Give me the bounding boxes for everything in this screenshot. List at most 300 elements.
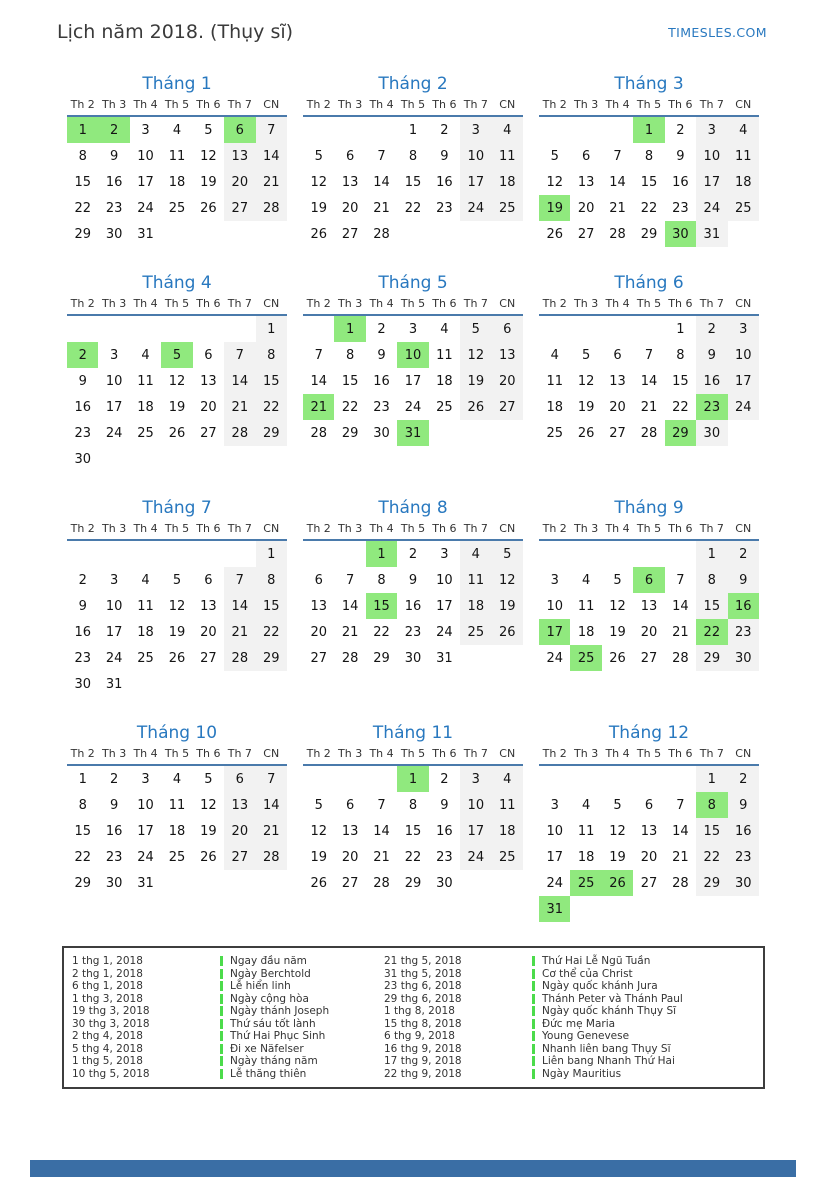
weekday-label: Th 4 (602, 745, 633, 765)
month-6 (539, 273, 759, 472)
week-row (303, 315, 523, 342)
day-cell: 17 (460, 818, 491, 844)
day-cell: 7 (256, 765, 287, 792)
day-cell: 11 (577, 823, 595, 839)
month-grid (539, 96, 759, 247)
weekday-label: CN (728, 96, 759, 116)
week-row (67, 540, 287, 567)
day-cell: 28 (609, 226, 626, 242)
legend-holiday-name: Thánh Peter và Thánh Paul (542, 992, 683, 1005)
day-cell: 29 (404, 875, 422, 891)
week-row (539, 420, 759, 446)
weekday-label: Th 6 (429, 520, 460, 540)
day-cell: 2 (408, 546, 418, 562)
day-cell: 11 (137, 373, 154, 389)
day-cell: 29 (341, 425, 359, 441)
week-row (67, 792, 287, 818)
month-title: Tháng 10 (136, 723, 218, 743)
day-cell: 20 (577, 200, 595, 216)
day-cell: 20 (341, 200, 359, 216)
week-row (67, 870, 287, 896)
weekday-label: Th 7 (224, 520, 255, 540)
legend-date: 31 thg 5, 2018 (384, 967, 462, 980)
month-12 (539, 723, 759, 922)
weekday-row (539, 96, 759, 116)
day-cell: 30 (105, 226, 123, 242)
day-cell: 31 (137, 226, 154, 242)
day-cell: 30 (728, 645, 759, 671)
week-row (67, 368, 287, 394)
weekday-label: Th 5 (161, 745, 192, 765)
holiday-day-cell: 1 (67, 116, 98, 143)
day-cell: 17 (460, 169, 491, 195)
day-cell: 20 (224, 818, 255, 844)
holiday-marker-bar (532, 1056, 535, 1066)
weekday-row (539, 745, 759, 765)
day-cell: 7 (345, 572, 355, 588)
holiday-day-cell: 19 (539, 195, 570, 221)
day-cell: 17 (404, 373, 422, 389)
day-cell: 4 (728, 116, 759, 143)
weekday-label: Th 6 (193, 745, 224, 765)
day-cell: 11 (492, 792, 523, 818)
day-cell: 5 (550, 148, 559, 164)
week-row (303, 870, 523, 896)
holiday-day-cell: 17 (539, 619, 570, 645)
day-cell: 23 (74, 650, 91, 666)
legend-date: 2 thg 4, 2018 (72, 1030, 143, 1043)
legend-holiday-name: Nhanh liên bang Thụy Sĩ (542, 1042, 671, 1055)
day-cell: 14 (373, 823, 390, 839)
empty-day-cell (492, 221, 523, 247)
weekday-label: Th 6 (193, 520, 224, 540)
holiday-day-cell: 10 (397, 342, 428, 368)
empty-day-cell (98, 540, 129, 567)
day-cell: 8 (78, 797, 87, 813)
day-cell: 14 (256, 143, 287, 169)
day-cell: 12 (609, 598, 626, 614)
month-grid (303, 520, 523, 671)
legend-date: 1 thg 3, 2018 (72, 992, 143, 1005)
weekday-label: Th 2 (539, 96, 570, 116)
day-cell: 12 (200, 148, 217, 164)
day-cell: 28 (373, 226, 390, 242)
weekday-row (67, 520, 287, 540)
day-cell: 22 (696, 844, 727, 870)
holiday-marker-bar (220, 1056, 223, 1066)
day-cell: 7 (377, 797, 386, 813)
weekday-label: Th 3 (570, 295, 601, 315)
legend-holiday-name: Thứ Hai Lễ Ngũ Tuần (542, 955, 651, 968)
legend-entry (72, 1018, 384, 1031)
legend-date: 2 thg 1, 2018 (72, 967, 143, 980)
day-cell: 24 (460, 844, 491, 870)
day-cell: 27 (200, 650, 217, 666)
month-grid (67, 96, 287, 247)
holiday-day-cell: 1 (397, 765, 428, 792)
day-cell: 21 (672, 849, 689, 865)
day-cell: 30 (74, 451, 91, 467)
empty-day-cell (728, 896, 759, 922)
day-cell: 28 (256, 195, 287, 221)
day-cell: 28 (341, 650, 359, 666)
day-cell: 10 (460, 143, 491, 169)
weekday-label: Th 3 (98, 96, 129, 116)
weekday-label: Th 4 (602, 295, 633, 315)
empty-day-cell (460, 645, 491, 671)
weekday-label: CN (256, 295, 287, 315)
day-cell: 15 (404, 823, 422, 839)
week-row (67, 446, 287, 472)
day-cell: 19 (168, 624, 186, 640)
month-7 (67, 498, 287, 697)
site-link[interactable]: TIMESLES.COM (668, 25, 767, 40)
legend-column (384, 955, 755, 1080)
week-row (539, 116, 759, 143)
day-cell: 31 (696, 221, 727, 247)
week-row (67, 169, 287, 195)
holiday-day-cell: 25 (570, 870, 601, 896)
empty-day-cell (539, 540, 570, 567)
day-cell: 5 (314, 797, 323, 813)
day-cell: 27 (224, 844, 255, 870)
weekday-label: Th 6 (665, 745, 696, 765)
day-cell: 5 (460, 315, 491, 342)
day-cell: 30 (696, 420, 727, 446)
week-row (303, 221, 523, 247)
weekday-row (539, 520, 759, 540)
day-cell: 7 (224, 342, 255, 368)
week-row (539, 195, 759, 221)
empty-day-cell (193, 221, 224, 247)
day-cell: 12 (577, 373, 595, 389)
day-cell: 2 (78, 572, 87, 588)
week-row (67, 567, 287, 593)
day-cell: 15 (696, 593, 727, 619)
holiday-marker-bar (532, 1019, 535, 1029)
weekday-label: Th 7 (696, 96, 727, 116)
day-cell: 26 (200, 849, 217, 865)
day-cell: 17 (696, 169, 727, 195)
empty-day-cell (602, 540, 633, 567)
weekday-label: Th 4 (130, 520, 161, 540)
day-cell: 24 (546, 650, 563, 666)
legend-entry (384, 1068, 755, 1081)
weekday-label: Th 2 (303, 520, 334, 540)
legend-entry (384, 1043, 755, 1056)
day-cell: 9 (728, 792, 759, 818)
day-cell: 13 (310, 598, 327, 614)
day-cell: 14 (373, 174, 390, 190)
empty-day-cell (224, 671, 255, 697)
day-cell: 8 (377, 572, 386, 588)
weekday-row (303, 96, 523, 116)
month-title: Tháng 5 (378, 273, 448, 293)
month-3 (539, 74, 759, 247)
weekday-label: Th 5 (161, 295, 192, 315)
empty-day-cell (728, 221, 759, 247)
day-cell: 24 (546, 875, 563, 891)
weekday-label: Th 2 (67, 96, 98, 116)
day-cell: 12 (200, 797, 217, 813)
day-cell: 10 (105, 598, 123, 614)
weekday-label: CN (256, 520, 287, 540)
day-cell: 27 (341, 226, 359, 242)
day-cell: 2 (696, 315, 727, 342)
weekday-label: CN (728, 295, 759, 315)
day-cell: 17 (436, 598, 453, 614)
day-cell: 10 (696, 143, 727, 169)
week-row (67, 116, 287, 143)
day-cell: 28 (672, 650, 689, 666)
week-row (539, 143, 759, 169)
empty-day-cell (429, 420, 460, 446)
day-cell: 2 (440, 771, 449, 787)
day-cell: 2 (728, 540, 759, 567)
legend-date: 6 thg 1, 2018 (72, 980, 143, 993)
day-cell: 7 (676, 572, 685, 588)
day-cell: 4 (172, 771, 182, 787)
day-cell: 12 (168, 598, 186, 614)
day-cell: 10 (436, 572, 453, 588)
day-cell: 24 (696, 195, 727, 221)
legend-date: 6 thg 9, 2018 (384, 1030, 455, 1043)
day-cell: 11 (168, 148, 186, 164)
day-cell: 17 (105, 399, 123, 415)
holiday-day-cell: 16 (728, 593, 759, 619)
empty-day-cell (193, 540, 224, 567)
legend-date: 10 thg 5, 2018 (72, 1067, 150, 1080)
legend-entry (72, 968, 384, 981)
empty-day-cell (193, 446, 224, 472)
day-cell: 18 (137, 399, 154, 415)
weekday-label: Th 6 (193, 295, 224, 315)
day-cell: 22 (672, 399, 689, 415)
legend-date: 23 thg 6, 2018 (384, 980, 462, 993)
month-1 (67, 74, 287, 247)
day-cell: 9 (696, 342, 727, 368)
day-cell: 21 (373, 200, 390, 216)
day-cell: 7 (314, 347, 323, 363)
day-cell: 6 (204, 347, 213, 363)
day-cell: 13 (224, 792, 255, 818)
day-cell: 28 (373, 875, 390, 891)
weekday-label: Th 7 (460, 96, 491, 116)
week-row (303, 342, 523, 368)
day-cell: 15 (640, 174, 658, 190)
day-cell: 3 (728, 315, 759, 342)
day-cell: 20 (492, 368, 523, 394)
week-row (67, 221, 287, 247)
day-cell: 23 (728, 844, 759, 870)
day-cell: 5 (492, 540, 523, 567)
day-cell: 20 (640, 849, 658, 865)
legend-date: 21 thg 5, 2018 (384, 955, 462, 968)
holiday-day-cell: 31 (397, 420, 428, 446)
weekday-label: Th 2 (67, 520, 98, 540)
empty-day-cell (633, 315, 664, 342)
day-cell: 21 (341, 624, 359, 640)
day-cell: 25 (492, 844, 523, 870)
day-cell: 26 (546, 226, 563, 242)
weekday-label: Th 3 (334, 745, 365, 765)
day-cell: 1 (696, 765, 727, 792)
holiday-marker-bar (220, 1044, 223, 1054)
holiday-marker-bar (532, 1069, 535, 1079)
day-cell: 20 (224, 169, 255, 195)
legend-entry (384, 1055, 755, 1068)
empty-day-cell (224, 446, 255, 472)
empty-day-cell (334, 116, 365, 143)
day-cell: 1 (408, 122, 418, 138)
weekday-label: Th 5 (633, 96, 664, 116)
day-cell: 14 (640, 373, 658, 389)
day-cell: 22 (256, 394, 287, 420)
day-cell: 19 (577, 399, 595, 415)
day-cell: 12 (609, 823, 626, 839)
day-cell: 28 (672, 875, 689, 891)
day-cell: 9 (408, 572, 418, 588)
day-cell: 7 (644, 347, 654, 363)
weekday-label: Th 7 (224, 295, 255, 315)
day-cell: 3 (460, 765, 491, 792)
holiday-day-cell: 5 (161, 342, 192, 368)
holiday-marker-bar (532, 1006, 535, 1016)
empty-day-cell (224, 870, 255, 896)
weekday-label: Th 5 (161, 520, 192, 540)
empty-day-cell (633, 896, 664, 922)
day-cell: 12 (546, 174, 563, 190)
week-row (67, 671, 287, 697)
week-row (67, 195, 287, 221)
legend-holiday-name: Đi xe Näfelser (230, 1042, 304, 1055)
day-cell: 14 (672, 823, 689, 839)
day-cell: 3 (109, 572, 119, 588)
day-cell: 18 (577, 624, 595, 640)
holiday-day-cell: 1 (334, 315, 365, 342)
empty-day-cell (492, 870, 523, 896)
month-9 (539, 498, 759, 697)
day-cell: 18 (137, 624, 154, 640)
weekday-label: Th 7 (696, 520, 727, 540)
weekday-row (539, 295, 759, 315)
day-cell: 30 (728, 870, 759, 896)
day-cell: 31 (105, 676, 123, 692)
weekday-label: CN (256, 96, 287, 116)
weekday-label: Th 3 (334, 520, 365, 540)
day-cell: 6 (492, 315, 523, 342)
month-title: Tháng 12 (608, 723, 690, 743)
legend-holiday-name: Ngày cộng hòa (230, 992, 309, 1005)
day-cell: 12 (310, 823, 327, 839)
day-cell: 4 (141, 347, 150, 363)
day-cell: 10 (728, 342, 759, 368)
day-cell: 26 (168, 425, 186, 441)
empty-day-cell (224, 221, 255, 247)
day-cell: 5 (613, 572, 622, 588)
day-cell: 22 (373, 624, 390, 640)
weekday-label: Th 4 (130, 745, 161, 765)
week-row (303, 792, 523, 818)
empty-day-cell (602, 315, 633, 342)
week-row (67, 645, 287, 671)
day-cell: 18 (492, 818, 523, 844)
legend-holiday-name: Ngày Mauritius (542, 1067, 622, 1080)
holiday-marker-bar (220, 1069, 223, 1079)
legend-date: 1 thg 5, 2018 (72, 1055, 143, 1068)
holiday-day-cell: 15 (366, 593, 397, 619)
day-cell: 20 (609, 399, 626, 415)
day-cell: 26 (310, 226, 327, 242)
day-cell: 11 (577, 598, 595, 614)
legend-holiday-name: Liên bang Nhanh Thứ Hai (542, 1055, 675, 1068)
day-cell: 24 (460, 195, 491, 221)
legend-date: 16 thg 9, 2018 (384, 1042, 462, 1055)
legend-entry (72, 980, 384, 993)
legend-date: 5 thg 4, 2018 (72, 1042, 143, 1055)
week-row (539, 221, 759, 247)
holiday-day-cell: 22 (696, 619, 727, 645)
empty-day-cell (492, 645, 523, 671)
empty-day-cell (224, 540, 255, 567)
weekday-label: Th 3 (334, 96, 365, 116)
day-cell: 21 (224, 394, 255, 420)
legend-holiday-name: Ngày quốc khánh Thụy Sĩ (542, 1005, 677, 1018)
month-grid (303, 96, 523, 247)
day-cell: 24 (404, 399, 422, 415)
day-cell: 17 (105, 624, 123, 640)
week-row (539, 169, 759, 195)
holiday-day-cell: 8 (696, 792, 727, 818)
legend-holiday-name: Lễ hiển linh (230, 980, 291, 993)
month-grid (303, 745, 523, 896)
day-cell: 1 (256, 540, 287, 567)
empty-day-cell (256, 870, 287, 896)
day-cell: 26 (460, 394, 491, 420)
day-cell: 4 (550, 347, 559, 363)
day-cell: 29 (640, 226, 658, 242)
day-cell: 24 (137, 849, 154, 865)
day-cell: 18 (577, 849, 595, 865)
holiday-marker-bar (220, 994, 223, 1004)
holiday-day-cell: 2 (67, 342, 98, 368)
day-cell: 19 (310, 849, 327, 865)
legend-entry (72, 1043, 384, 1056)
legend-entry (384, 1030, 755, 1043)
legend-entry (384, 1018, 755, 1031)
weekday-row (303, 520, 523, 540)
legend-holiday-name: Ngày tháng năm (230, 1055, 318, 1068)
day-cell: 1 (78, 771, 87, 787)
legend-holiday-name: Ngày Berchtold (230, 967, 311, 980)
day-cell: 5 (613, 797, 622, 813)
day-cell: 8 (345, 347, 355, 363)
weekday-label: Th 5 (633, 520, 664, 540)
empty-day-cell (602, 765, 633, 792)
day-cell: 25 (546, 425, 563, 441)
week-row (303, 540, 523, 567)
week-row (539, 342, 759, 368)
day-cell: 8 (256, 567, 287, 593)
day-cell: 25 (137, 650, 154, 666)
empty-day-cell (602, 116, 633, 143)
legend-holiday-name: Ngày quốc khánh Jura (542, 980, 658, 993)
day-cell: 19 (492, 593, 523, 619)
day-cell: 4 (581, 797, 591, 813)
holiday-day-cell: 29 (665, 420, 696, 446)
day-cell: 23 (404, 624, 422, 640)
day-cell: 10 (546, 598, 563, 614)
